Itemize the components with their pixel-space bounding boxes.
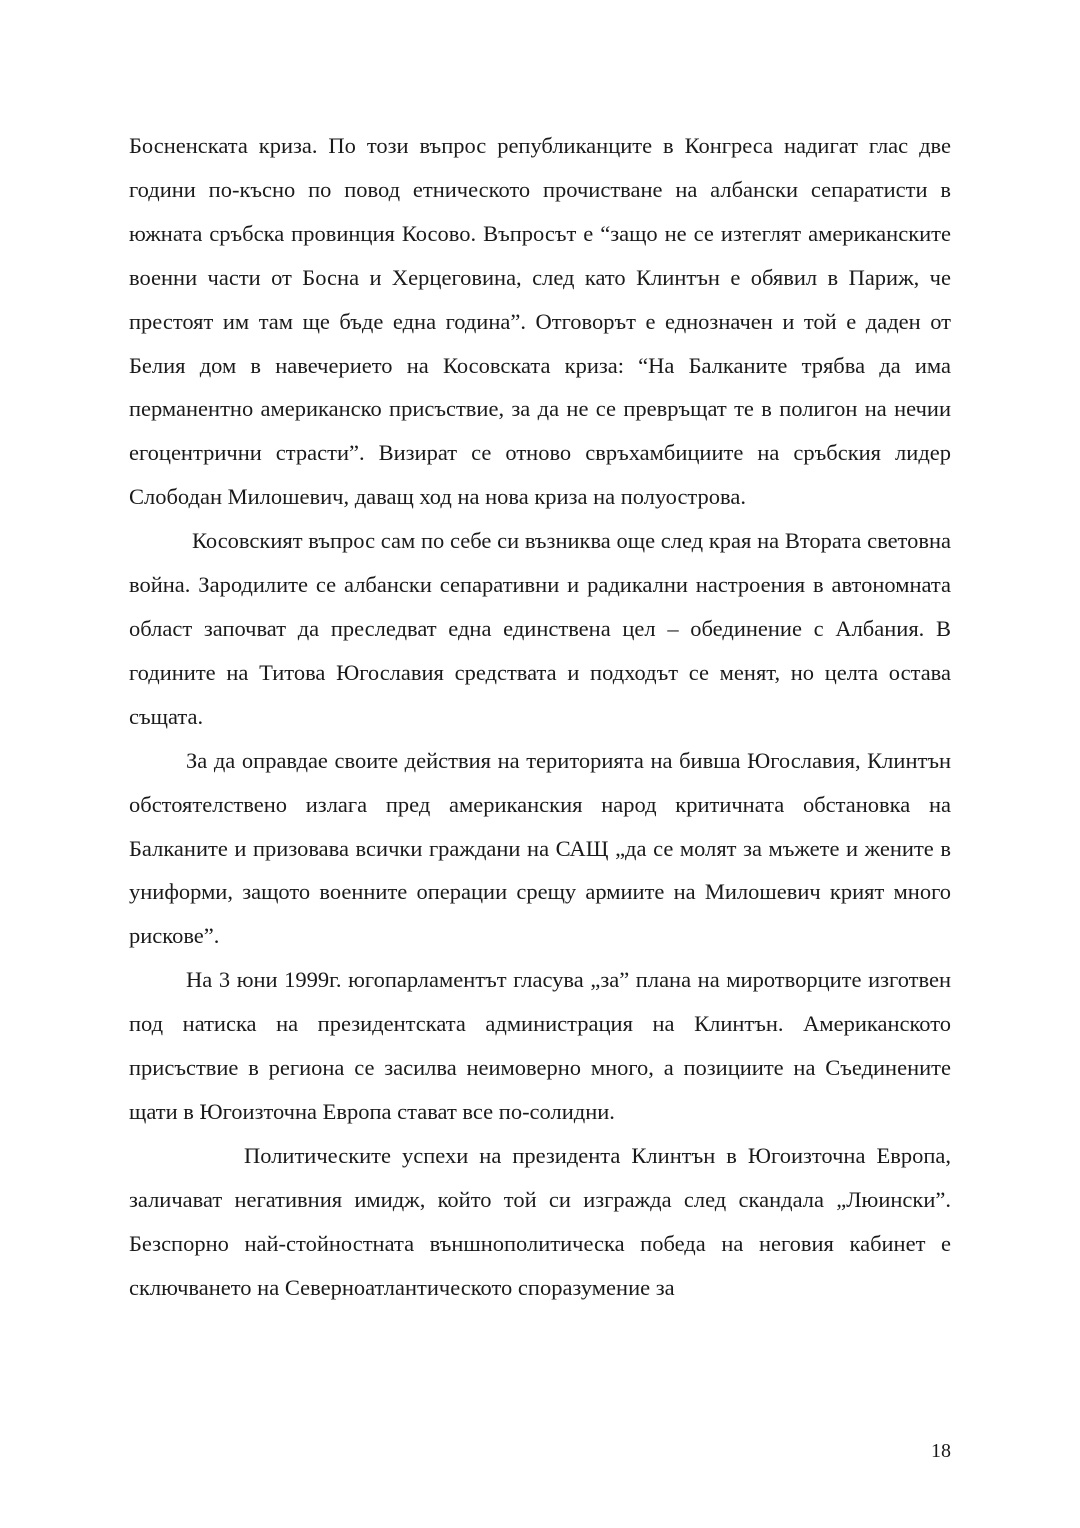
paragraph-clinton-justification: За да оправдае своите действия на територията на бивша Югославия, Клинтън обстоятелствено излага пред американския народ критичната обстановка на Балканите и призовава всички граждани на САЩ „да се молят за мъжете и жените в униформи, защото военните операции срещу армиите на Милошевич крият много рискове”. xyxy=(129,747,951,949)
page-number: 18 xyxy=(931,1440,951,1462)
body-text xyxy=(129,124,951,1309)
paragraph-bosnia-crisis: Босненската криза. По този въпрос републиканците в Конгреса надигат глас две години по-късно по повод етническото прочистване на албански сепаратисти в южната сръбска провинция Косово. Въпросът е “защо не се изтеглят американските военни части от Босна и Херцеговина, след като Клинтън е обявил в Париж, че престоят им там ще бъде една година”. Отговорът е еднозначен и той е даден от Белия дом в навечерието на Косовската криза: “На Балканите трябва да има перманентно американско присъствие, за да не се превръщат те в полигон на нечии егоцентрични страсти”. Визират се отново свръхамбициите на сръбския лидер Слободан Милошевич, даващ ход на нова криза на полуострова. xyxy=(129,133,951,510)
paragraph-political-successes: Политическите успехи на президента Клинтън в Югоизточна Европа, заличават негативния имидж, който той си изгражда след скандала „Люински”. Безспорно най-стойностната външнополитическа победа на неговия кабинет е сключването на Северноатлантическото споразумение за xyxy=(129,1142,951,1300)
paragraph-june-1999-vote: На 3 юни 1999г. югопарламентът гласува „за” плана на миротворците изготвен под натиска на президентската администрация на Клинтън. Американското присъствие в региона се засилва неимоверно много, а позициите на Съединените щати в Югоизточна Европа стават все по-солидни. xyxy=(129,967,951,1124)
paragraph-kosovo-question: Косовският въпрос сам по себе си възниква още след края на Втората световна война. Зародилите се албански сепаративни и радикални настроения в автономната област започват да преследват една единствена цел – обединение с Албания. В годините на Титова Югославия средствата и подходът се менят, но целта остава същата. xyxy=(129,528,951,729)
